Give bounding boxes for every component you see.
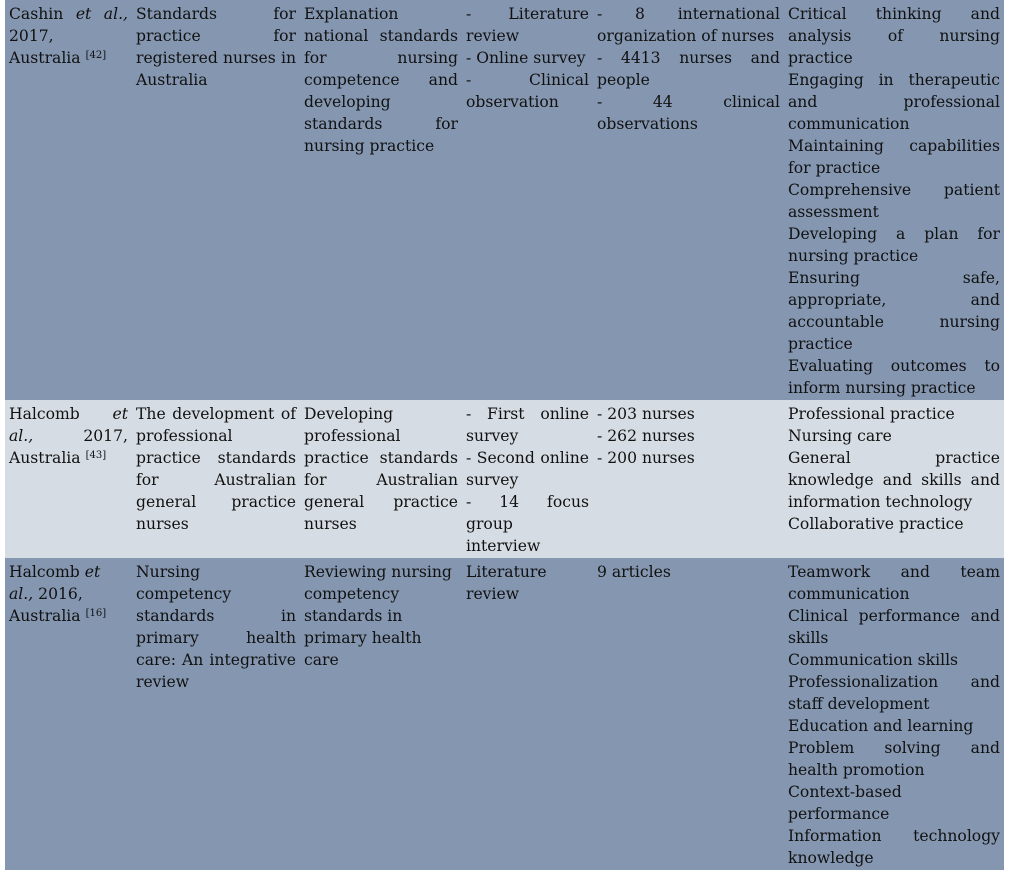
title-cell: Standards for practice for registered nurses in Australia [132, 0, 300, 400]
title-cell: The development of professional practice standards for Australian general practice nurses [132, 400, 300, 558]
sample-cell [593, 400, 784, 558]
study-cell [5, 0, 132, 400]
list-item: - First online survey [466, 405, 589, 445]
year-country: 2017, Australia [9, 427, 128, 467]
et-al: et al., [9, 405, 128, 445]
aim-cell: Explanation national standards for nursing competence and developing standards for nursing practice [300, 0, 462, 400]
list-item: - Second online survey [466, 449, 589, 489]
method-cell [462, 558, 593, 870]
list-item: General practice knowledge and skills and information technology [788, 449, 1000, 511]
author: Halcomb [9, 405, 80, 423]
reference: [42] [85, 50, 107, 61]
list-item: Information technology knowledge [788, 827, 1000, 867]
list-item: Engaging in therapeutic and professional communication [788, 71, 1000, 133]
method-cell [462, 400, 593, 558]
year-country: 2016, Australia [9, 585, 83, 625]
author: Halcomb [9, 563, 80, 581]
list-item: Education and learning [788, 717, 974, 735]
list-item: Comprehensive patient assessment [788, 181, 1000, 221]
table-row [5, 558, 1004, 870]
author: Cashin [9, 5, 64, 23]
list-item: - Literature review [466, 5, 589, 45]
list-item: - 262 nurses [597, 427, 695, 445]
list-item: - Online survey [466, 49, 586, 67]
list-item: Context-based performance [788, 783, 902, 823]
list-item: - 203 nurses [597, 405, 695, 423]
aim-cell: Reviewing nursing competency standards in primary health care [300, 558, 462, 870]
findings-cell [784, 400, 1004, 558]
list-item: - 4413 nurses and people [597, 49, 780, 89]
list-item: Professionalization and staff development [788, 673, 1000, 713]
list-item: - 14 focus group interview [466, 493, 589, 555]
method-cell [462, 0, 593, 400]
aim-cell: Developing professional practice standards for Australian general practice nurses [300, 400, 462, 558]
list-item: Professional practice [788, 405, 955, 423]
study-cell [5, 400, 132, 558]
reference: [16] [85, 608, 107, 619]
list-item: Maintaining capabilities for practice [788, 137, 1000, 177]
findings-cell [784, 0, 1004, 400]
sample-cell [593, 558, 784, 870]
literature-table [5, 0, 1004, 870]
list-item: Problem solving and health promotion [788, 739, 1000, 779]
list-item: - 200 nurses [597, 449, 695, 467]
list-item: Literature review [466, 563, 547, 603]
reference: [43] [85, 450, 107, 461]
list-item: Developing a plan for nursing practice [788, 225, 1000, 265]
list-item: Ensuring safe, appropriate, and accountable nursing practice [788, 269, 1000, 353]
list-item: - Clinical observation [466, 71, 589, 111]
list-item: - 8 international organization of nurses [597, 5, 780, 45]
list-item: Clinical performance and skills [788, 607, 1000, 647]
list-item: Communication skills [788, 651, 959, 669]
year-country: 2017, Australia [9, 27, 81, 67]
list-item: Critical thinking and analysis of nursing practice [788, 5, 1000, 67]
table-row [5, 0, 1004, 400]
list-item: - 44 clinical observations [597, 93, 780, 133]
study-cell [5, 558, 132, 870]
findings-cell [784, 558, 1004, 870]
et-al: et al., [75, 5, 128, 23]
list-item: 9 articles [597, 563, 671, 581]
list-item: Nursing care [788, 427, 892, 445]
list-item: Collaborative practice [788, 515, 964, 533]
list-item: Teamwork and team communication [788, 563, 1000, 603]
sample-cell [593, 0, 784, 400]
et-al: et al., [9, 563, 101, 603]
table-row [5, 400, 1004, 558]
title-cell: Nursing competency standards in primary health care: An integrative review [132, 558, 300, 870]
list-item: Evaluating outcomes to inform nursing practice [788, 357, 1000, 397]
